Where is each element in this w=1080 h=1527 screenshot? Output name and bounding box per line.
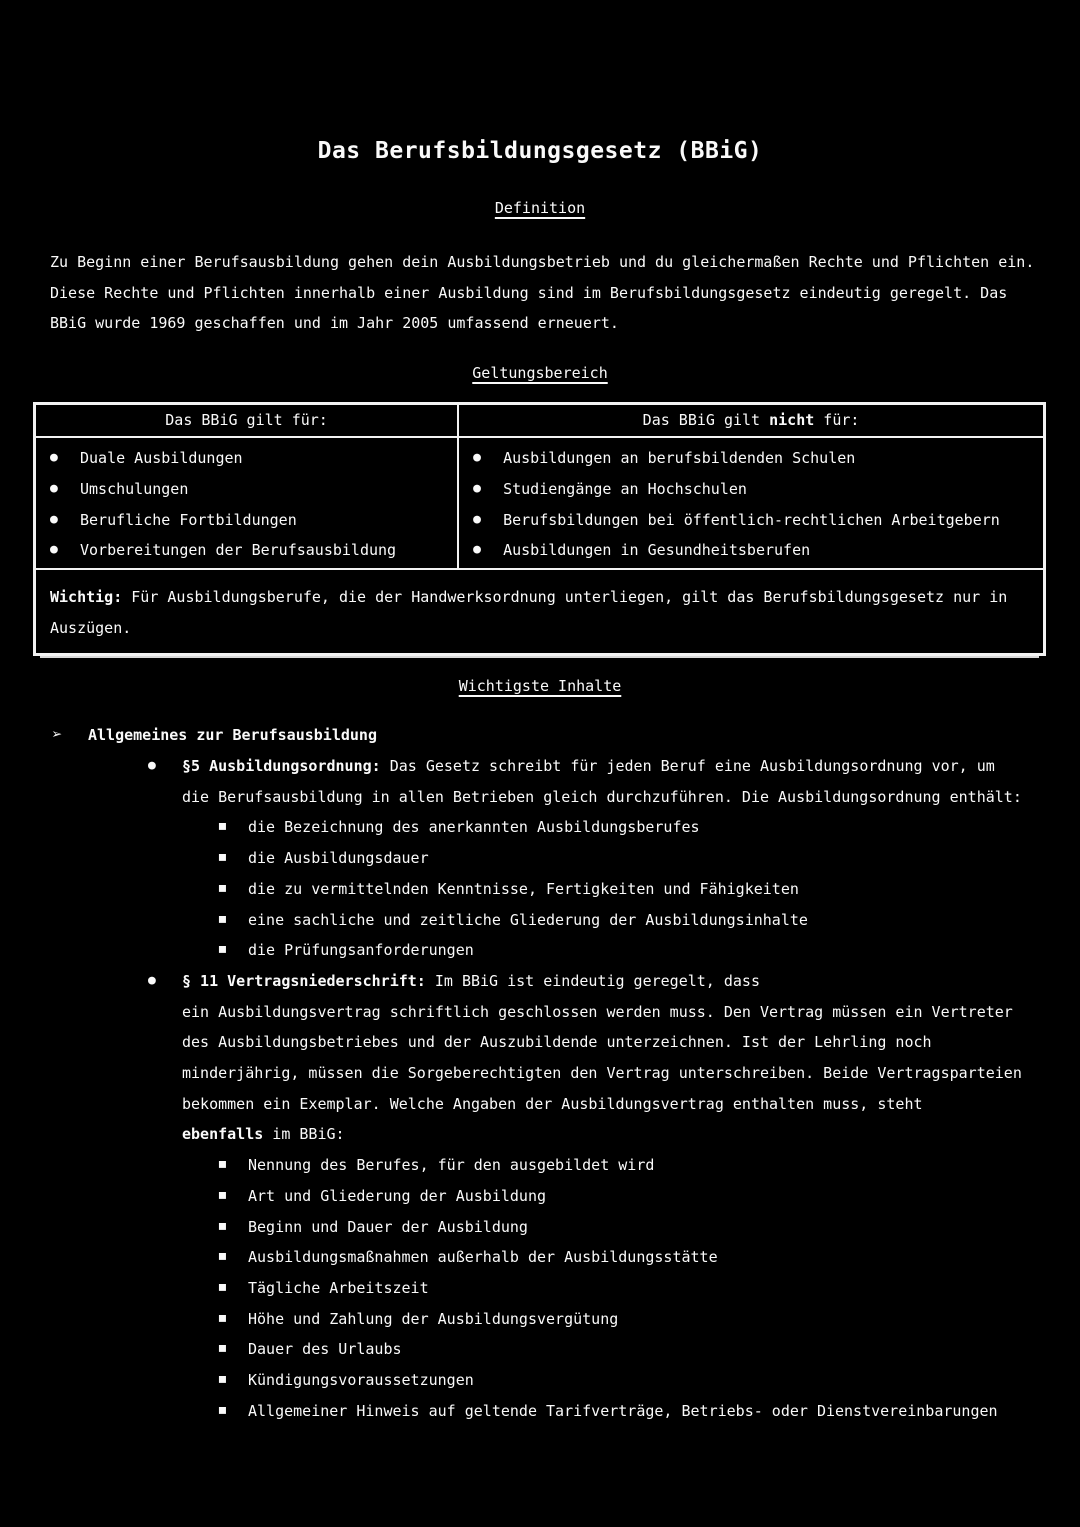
square-bullet-icon: ▪ — [217, 1153, 228, 1175]
list-item — [0, 1181, 1080, 1212]
scope-item-left-text: Umschulungen — [80, 479, 189, 498]
list-item — [0, 1365, 1080, 1396]
paragraph-11-emphasis: ebenfalls — [182, 1125, 264, 1144]
dot-bullet-icon: ● — [50, 480, 58, 496]
square-bullet-icon: ▪ — [217, 938, 228, 960]
paragraph-5-sublist — [0, 812, 1080, 966]
list-item-text: Allgemeiner Hinweis auf geltende Tarifverträge, Betriebs- oder Dienstvereinbarungen — [248, 1401, 998, 1420]
list-item — [0, 935, 1080, 966]
scope-table-header-left: Das BBiG gilt für: — [35, 404, 459, 438]
scope-item-left — [36, 505, 457, 536]
scope-table-cell-right — [458, 437, 1044, 569]
topic-heading-text: Allgemeines zur Berufsausbildung — [88, 726, 377, 745]
paragraph-11-line: minderjährig, müssen die Sorgeberechtigten den Vertrag unterschreiben. Beide Vertragsparteien — [182, 1064, 1022, 1083]
list-item — [0, 843, 1080, 874]
scope-table-body-row — [35, 437, 1045, 569]
list-item — [0, 1334, 1080, 1365]
definition-paragraph-line: Diese Rechte und Pflichten innerhalb einer Ausbildung sind im Berufsbildungsgesetz eindeutig geregelt. Das — [50, 283, 1008, 302]
section-heading-definition-text: Definition — [494, 199, 586, 217]
list-item — [0, 1273, 1080, 1304]
paragraph-11-line: des Ausbildungsbetriebes und der Auszubildende unterzeichnen. Ist der Lehrling noch — [182, 1033, 932, 1052]
scope-table-header-row — [35, 404, 1045, 438]
paragraph-11-line: ein Ausbildungsvertrag schriftlich geschlossen werden muss. Den Vertrag müssen ein Vertreter — [182, 1002, 1013, 1021]
section-heading-inhalte-text: Wichtigste Inhalte — [458, 677, 622, 696]
list-item-text: Höhe und Zahlung der Ausbildungsvergütung — [248, 1309, 619, 1328]
scope-item-left-text: Vorbereitungen der Berufsausbildung — [80, 541, 397, 560]
important-note-text: Für Ausbildungsberufe, die der Handwerksordnung unterliegen, gilt das Berufsbildungsgesetz nur in — [122, 587, 1008, 606]
scope-header-right-post: für: — [814, 411, 860, 430]
list-item-text: die Prüfungsanforderungen — [248, 941, 474, 960]
section-heading-definition — [0, 196, 1080, 220]
paragraph-11-line: bekommen ein Exemplar. Welche Angaben der Ausbildungsvertrag enthalten muss, steht — [182, 1094, 923, 1113]
definition-paragraph — [50, 247, 1055, 339]
topic-heading — [52, 720, 1080, 751]
section-heading-geltungsbereich-text: Geltungsbereich — [472, 364, 608, 383]
square-bullet-icon: ▪ — [217, 1214, 228, 1236]
paragraph-11-line — [182, 1119, 1040, 1150]
dot-bullet-icon: ● — [50, 542, 58, 558]
list-item — [0, 905, 1080, 936]
paragraph-5-text: Das Gesetz schreibt für jeden Beruf eine Ausbildungsordnung vor, um — [380, 757, 995, 776]
list-item-text: Ausbildungsmaßnahmen außerhalb der Ausbildungsstätte — [248, 1248, 718, 1267]
scope-table — [33, 402, 1046, 656]
scope-item-right-text: Ausbildungen an berufsbildenden Schulen — [503, 449, 856, 468]
important-note-line: Auszügen. — [50, 618, 132, 637]
paragraph-5-label: §5 Ausbildungsordnung: — [182, 757, 381, 776]
list-item — [0, 1304, 1080, 1335]
scope-item-left — [36, 474, 457, 505]
list-item-text: Dauer des Urlaubs — [248, 1340, 402, 1359]
paragraph-5-line: die Berufsausbildung in allen Betrieben gleich durchzuführen. Die Ausbildungsordnung enthält: — [182, 787, 1022, 806]
dot-bullet-icon: ● — [473, 511, 481, 527]
paragraph-11-label: § 11 Vertragsniederschrift: — [182, 971, 426, 990]
square-bullet-icon: ▪ — [217, 1398, 228, 1420]
dot-bullet-icon: ● — [148, 972, 156, 988]
list-item-text: Beginn und Dauer der Ausbildung — [248, 1217, 528, 1236]
scope-item-right — [459, 474, 1043, 505]
square-bullet-icon: ▪ — [217, 1337, 228, 1359]
list-item — [0, 1242, 1080, 1273]
dot-bullet-icon: ● — [50, 511, 58, 527]
dot-bullet-icon: ● — [50, 450, 58, 466]
dot-bullet-icon: ● — [473, 480, 481, 496]
square-bullet-icon: ▪ — [217, 815, 228, 837]
list-item — [0, 1150, 1080, 1181]
square-bullet-icon: ▪ — [217, 1368, 228, 1390]
definition-paragraph-line: BBiG wurde 1969 geschaffen und im Jahr 2005 umfassend erneuert. — [50, 314, 619, 333]
square-bullet-icon: ▪ — [217, 907, 228, 929]
list-item-text: Art und Gliederung der Ausbildung — [248, 1186, 547, 1205]
scope-item-right-text: Studiengänge an Hochschulen — [503, 479, 747, 498]
square-bullet-icon: ▪ — [217, 1275, 228, 1297]
scope-item-right — [459, 443, 1043, 474]
square-bullet-icon: ▪ — [217, 1183, 228, 1205]
list-item — [0, 1212, 1080, 1243]
paragraph-11-sublist — [0, 1150, 1080, 1426]
paragraph-5-item — [0, 751, 1080, 812]
scope-header-right-bold: nicht — [769, 411, 815, 430]
important-note-label: Wichtig: — [50, 587, 123, 606]
important-note — [35, 569, 1045, 655]
square-bullet-icon: ▪ — [217, 1245, 228, 1267]
list-item-text: die Ausbildungsdauer — [248, 849, 429, 868]
scope-table-cell-left — [35, 437, 459, 569]
square-bullet-icon: ▪ — [217, 1306, 228, 1328]
paragraph-11-line-end: im BBiG: — [263, 1125, 345, 1144]
scope-item-right-text: Ausbildungen in Gesundheitsberufen — [503, 541, 811, 560]
scope-item-left-text: Duale Ausbildungen — [80, 449, 243, 468]
list-item-text: Tägliche Arbeitszeit — [248, 1278, 429, 1297]
page-title: Das Berufsbildungsgesetz (BBiG) — [317, 138, 763, 164]
important-note-line — [50, 582, 1029, 613]
paragraph-11-item — [0, 966, 1080, 1150]
scope-header-right-pre: Das BBiG gilt — [642, 411, 770, 430]
section-heading-geltungsbereich — [0, 361, 1080, 385]
scope-item-left — [36, 535, 457, 566]
scope-item-left-text: Berufliche Fortbildungen — [80, 510, 297, 529]
arrow-bullet-icon: ➢ — [52, 725, 63, 746]
list-item — [0, 812, 1080, 843]
definition-paragraph-line: Zu Beginn einer Berufsausbildung gehen dein Ausbildungsbetrieb und du gleichermaßen Rechte und Pflichten ein. — [50, 253, 1035, 271]
list-item — [0, 874, 1080, 905]
scope-item-right-text: Berufsbildungen bei öffentlich-rechtlichen Arbeitgebern — [503, 510, 1000, 529]
scope-item-right — [459, 505, 1043, 536]
scope-table-note-row — [35, 569, 1045, 655]
square-bullet-icon: ▪ — [217, 876, 228, 898]
list-item-text: eine sachliche und zeitliche Gliederung der Ausbildungsinhalte — [248, 910, 808, 929]
list-item-text: die zu vermittelnden Kenntnisse, Fertigkeiten und Fähigkeiten — [248, 879, 799, 898]
dot-bullet-icon: ● — [473, 542, 481, 558]
square-bullet-icon: ▪ — [217, 846, 228, 868]
scope-table-header-right — [458, 404, 1044, 438]
list-item — [0, 1396, 1080, 1427]
paragraph-5-line — [182, 751, 1040, 782]
dot-bullet-icon: ● — [473, 450, 481, 466]
section-heading-inhalte — [0, 674, 1080, 698]
paragraph-11-text: Im BBiG ist eindeutig geregelt, dass — [425, 971, 760, 990]
scope-item-right — [459, 535, 1043, 566]
scope-item-left — [36, 443, 457, 474]
paragraph-11-line — [182, 966, 1040, 997]
list-item-text: die Bezeichnung des anerkannten Ausbildungsberufes — [248, 818, 700, 837]
list-item-text: Nennung des Berufes, für den ausgebildet wird — [248, 1156, 655, 1175]
dot-bullet-icon: ● — [148, 758, 156, 774]
list-item-text: Kündigungsvoraussetzungen — [248, 1371, 474, 1390]
